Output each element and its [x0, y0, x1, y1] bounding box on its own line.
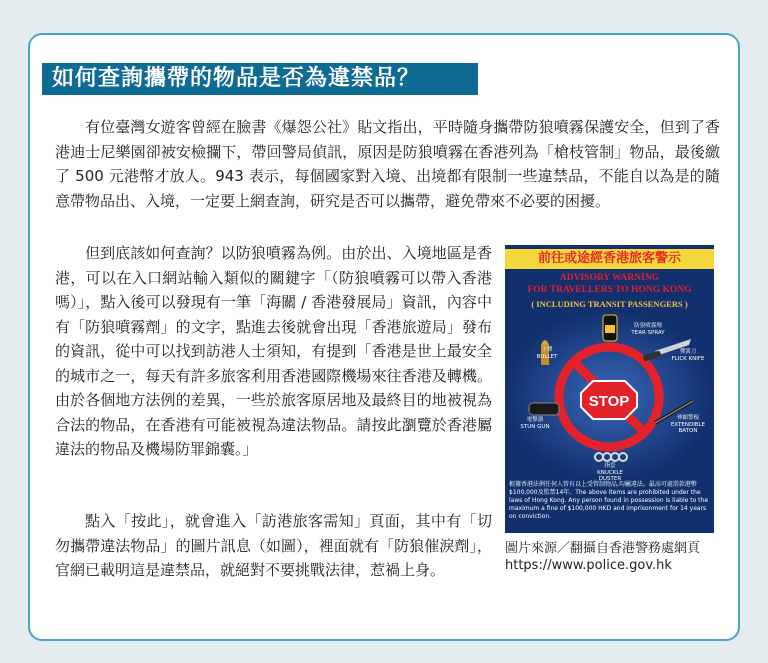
label-flick-knife: 彈簧刀 FLICK KNIFE	[671, 349, 705, 362]
poster-title-en-2: FOR TRAVELLERS TO HONG KONG	[527, 285, 692, 295]
poster-title-en-3: ( INCLUDING TRANSIT PASSENGERS )	[531, 299, 688, 309]
advisory-warning-poster	[505, 245, 714, 533]
stop-sign-text: STOP	[588, 393, 630, 410]
paragraph-3: 點入「按此」，就會進入「訪港旅客需知」頁面，其中有「切勿攜帶違法物品」的圖片訊息（如圖），裡面就有「防狼催淚劑」，官網已載明這是違禁品，就絕對不要挑戰法律，惹禍上身。	[55, 512, 492, 579]
label-knuckle-duster: 指套 KNUCKLE DUSTER	[597, 463, 623, 482]
article-title: 如何查詢攜帶的物品是否為違禁品？	[42, 63, 478, 95]
stun-gun-icon	[529, 403, 559, 415]
stop-illustration	[505, 311, 714, 481]
poster-footer-text: 根據香港法例任何人管有以上受管制物品,均屬違法。最高可處罰款港幣$100,000及監禁14年。The above items are prohibited under the laws of Hong Kong. Any person found in possession is liable to the maximum a fine of $100,000 HKD and imprisonment for 14 years on conviction.	[509, 481, 709, 520]
paragraph-2: 但到底該如何查詢？以防狼噴霧為例。由於出、入境地區是香港，可以在入口網站輸入類似的關鍵字「（防狼噴霧可以帶入香港嗎）」，點入後可以發現有一筆「海關 / 香港發展局」資訊，內容中有「防狼噴霧劑」的文字，點進去後就會出現「香港旅遊局」發布的資訊，從中可以找到訪港人士須知，有提到「香港是世上最安全的城市之一，每天有許多旅客利用香港國際機場來往香港及轉機。由於各個地方法例的差異，一些於旅客原居地及最終目的地被視為合法的物品，在香港有可能被視為違法物品。請按此瀏覽於香港屬違法的物品及機場防罪錦囊。」	[55, 244, 492, 458]
label-bullet: 子彈 BULLET	[536, 347, 558, 360]
poster-title-en-1: ADVISORY WARNING	[559, 273, 660, 283]
paragraph-1: 有位臺灣女遊客曾經在臉書《爆怨公社》貼文指出，平時隨身攜帶防狼噴霧保護安全，但到了香港迪士尼樂園卻被安檢攔下，帶回警局偵訊，原因是防狼噴霧在香港列為「槍枝管制」物品，最後繳了 500 元港幣才放人。943 表示，每個國家對入境、出境都有限制一些違禁品，不能自以為是的隨意帶物品出、入境，一定要上網查詢，研究是否可以攜帶，避免帶來不必要的困擾。	[55, 118, 720, 210]
image-caption	[505, 540, 725, 574]
label-baton: 伸縮警棍 EXTENDIBLE BATON	[670, 415, 706, 434]
caption-url[interactable]: https://www.police.gov.hk	[505, 558, 672, 573]
caption-source: 圖片來源／翻攝自香港警務處網頁	[505, 541, 701, 556]
label-stun-gun: 電擊器 STUN GUN	[520, 417, 550, 430]
label-tear-spray: 防狼噴霧劑 TEAR SPRAY	[631, 323, 665, 336]
poster-title-cn: 前往或途經香港旅客警示	[505, 249, 714, 269]
